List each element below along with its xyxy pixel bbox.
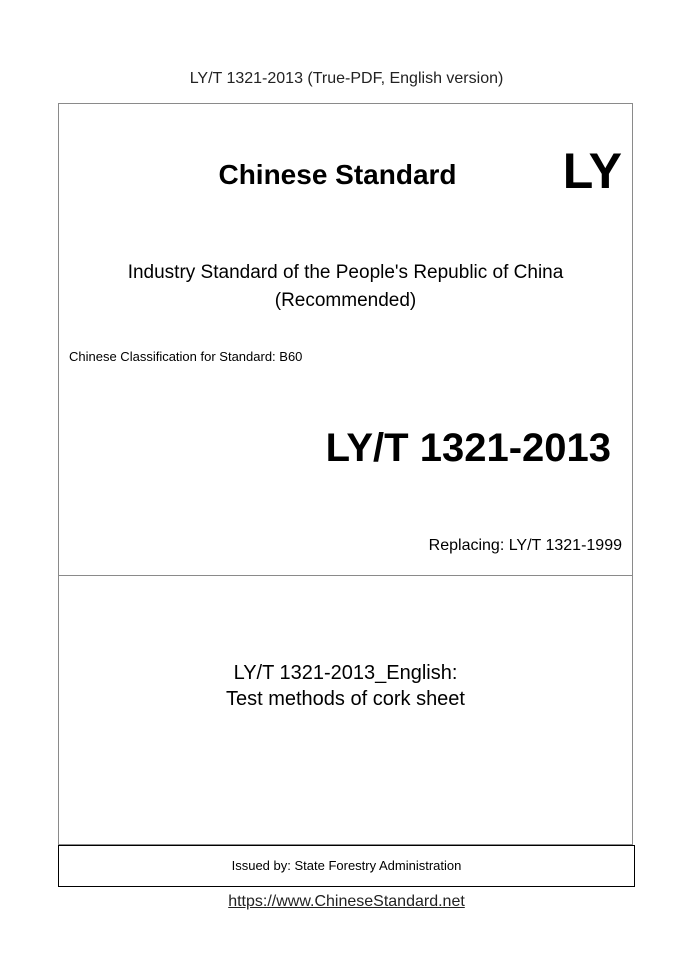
document-title-line-1: LY/T 1321-2013_English: — [233, 662, 458, 684]
industry-line-2: (Recommended) — [274, 290, 417, 311]
classification-text: Chinese Classification for Standard: B60 — [69, 349, 303, 364]
cover-title-section — [59, 576, 632, 846]
chinese-standard-heading — [59, 159, 632, 191]
issued-by-box — [58, 845, 635, 887]
document-title-line-2: Test methods of cork sheet — [225, 688, 465, 710]
cover-top-section — [59, 104, 632, 576]
industry-line-1: Industry Standard of the People's Republic of China — [127, 262, 564, 283]
issued-by-text: Issued by: State Forestry Administration — [231, 858, 462, 873]
document-title — [59, 660, 632, 712]
header-text: LY/T 1321-2013 (True-PDF, English version) — [189, 70, 504, 87]
website-link[interactable]: https://www.ChineseStandard.net — [228, 893, 465, 910]
replacing-text: Replacing: LY/T 1321-1999 — [428, 537, 622, 554]
ly-mark: LY — [562, 143, 622, 199]
industry-standard-block — [59, 259, 632, 315]
cover-frame — [58, 103, 633, 845]
standard-number: LY/T 1321-2013 — [325, 426, 611, 470]
chinese-standard-label: Chinese Standard — [218, 159, 457, 190]
